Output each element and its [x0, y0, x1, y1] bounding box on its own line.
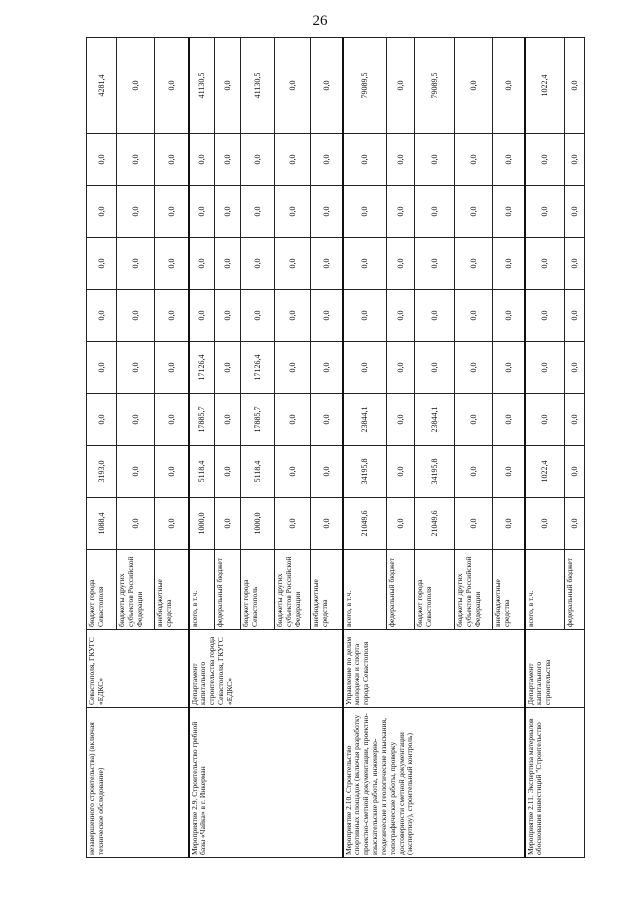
- total-value-cell: 0,0: [155, 38, 189, 134]
- table-body: [87, 38, 585, 858]
- value-cell: 0,0: [87, 394, 117, 446]
- value-cell: 0,0: [275, 290, 311, 342]
- value-cell: 0,0: [215, 498, 241, 550]
- value-cell: 0,0: [155, 186, 189, 238]
- executor-cell: Севастополя, ГКУГС «ЕДКС»: [87, 630, 189, 708]
- funding-source-cell: бюджеты других субъектов Российской Федерации: [455, 550, 493, 630]
- value-cell: 0,0: [155, 498, 189, 550]
- value-cell: 0,0: [387, 498, 415, 550]
- value-cell: 0,0: [493, 134, 525, 186]
- value-cell: 0,0: [117, 446, 155, 498]
- value-cell: 0,0: [565, 394, 585, 446]
- value-cell: 0,0: [117, 238, 155, 290]
- funding-source-cell: бюджеты других субъектов Российской Федерации: [275, 550, 311, 630]
- value-cell: 0,0: [455, 134, 493, 186]
- value-cell: 17126,4: [241, 342, 275, 394]
- value-cell: 0,0: [493, 394, 525, 446]
- value-cell: 0,0: [455, 394, 493, 446]
- value-cell: 3193,0: [87, 446, 117, 498]
- value-cell: 0,0: [215, 238, 241, 290]
- total-value-cell: 0,0: [387, 38, 415, 134]
- value-cell: 0,0: [387, 446, 415, 498]
- value-cell: 0,0: [155, 446, 189, 498]
- measure-cell: Мероприятие 2.10. Строительство спортивных площадок (включая разработку проектно-сметной документации, проектно-изыскательские работы, инженерно-геодезические и геологические изыскания, топографические работы, проверку достоверности сметной документации (экспертизу), строительный контроль): [343, 708, 525, 858]
- value-cell: 0,0: [387, 238, 415, 290]
- value-cell: 5118,4: [189, 446, 215, 498]
- value-cell: 0,0: [415, 134, 455, 186]
- value-cell: 0,0: [215, 342, 241, 394]
- value-cell: 21049,6: [415, 498, 455, 550]
- value-cell: 0,0: [565, 134, 585, 186]
- executor-cell: Департамент капитального строительства: [525, 630, 585, 708]
- total-value-cell: 41130,5: [189, 38, 215, 134]
- value-cell: 0,0: [275, 186, 311, 238]
- table-row: [343, 38, 387, 858]
- value-cell: 34195,8: [343, 446, 387, 498]
- funding-source-cell: федеральный бюджет: [565, 550, 585, 630]
- value-cell: 0,0: [387, 186, 415, 238]
- value-cell: 0,0: [189, 186, 215, 238]
- total-value-cell: 0,0: [311, 38, 343, 134]
- value-cell: 0,0: [155, 134, 189, 186]
- value-cell: 0,0: [117, 290, 155, 342]
- value-cell: 0,0: [415, 290, 455, 342]
- value-cell: 0,0: [343, 342, 387, 394]
- table-row: [189, 38, 215, 858]
- value-cell: 0,0: [343, 238, 387, 290]
- funding-source-cell: внебюджетные средства: [155, 550, 189, 630]
- total-value-cell: 41130,5: [241, 38, 275, 134]
- value-cell: 34195,8: [415, 446, 455, 498]
- executor-cell: Управление по делам молодежи и спорта города Севастополя: [343, 630, 525, 708]
- value-cell: 0,0: [215, 394, 241, 446]
- value-cell: 0,0: [525, 394, 565, 446]
- value-cell: 0,0: [215, 446, 241, 498]
- total-value-cell: 0,0: [493, 38, 525, 134]
- value-cell: 0,0: [415, 342, 455, 394]
- value-cell: 0,0: [117, 134, 155, 186]
- value-cell: 0,0: [215, 290, 241, 342]
- value-cell: 1022,4: [525, 446, 565, 498]
- value-cell: 0,0: [493, 342, 525, 394]
- value-cell: 0,0: [155, 238, 189, 290]
- value-cell: 0,0: [215, 134, 241, 186]
- value-cell: 0,0: [565, 238, 585, 290]
- funding-source-cell: бюджет города Севастополя: [415, 550, 455, 630]
- value-cell: 0,0: [311, 394, 343, 446]
- value-cell: 0,0: [117, 342, 155, 394]
- value-cell: 0,0: [343, 186, 387, 238]
- value-cell: 0,0: [189, 238, 215, 290]
- value-cell: 0,0: [215, 186, 241, 238]
- table-row: [525, 38, 565, 858]
- value-cell: 0,0: [455, 342, 493, 394]
- value-cell: 0,0: [311, 342, 343, 394]
- value-cell: 0,0: [155, 342, 189, 394]
- value-cell: 0,0: [275, 238, 311, 290]
- value-cell: 0,0: [455, 238, 493, 290]
- value-cell: 0,0: [311, 446, 343, 498]
- value-cell: 0,0: [493, 498, 525, 550]
- value-cell: 17126,4: [189, 342, 215, 394]
- value-cell: 0,0: [87, 186, 117, 238]
- value-cell: 0,0: [343, 290, 387, 342]
- funding-source-cell: внебюджетные средства: [311, 550, 343, 630]
- value-cell: 0,0: [87, 342, 117, 394]
- value-cell: 0,0: [87, 290, 117, 342]
- value-cell: 21049,6: [343, 498, 387, 550]
- value-cell: 0,0: [275, 342, 311, 394]
- value-cell: 0,0: [387, 394, 415, 446]
- value-cell: 0,0: [525, 238, 565, 290]
- value-cell: 0,0: [493, 290, 525, 342]
- value-cell: 0,0: [415, 238, 455, 290]
- value-cell: 0,0: [155, 290, 189, 342]
- value-cell: 17885,7: [189, 394, 215, 446]
- value-cell: 0,0: [241, 290, 275, 342]
- value-cell: 0,0: [565, 290, 585, 342]
- value-cell: 0,0: [241, 186, 275, 238]
- total-value-cell: 79089,5: [343, 38, 387, 134]
- value-cell: 0,0: [525, 342, 565, 394]
- value-cell: 0,0: [455, 186, 493, 238]
- total-value-cell: 0,0: [215, 38, 241, 134]
- total-value-cell: 0,0: [275, 38, 311, 134]
- page-number: 26: [312, 13, 328, 29]
- funding-source-cell: всего, в т.ч.: [343, 550, 387, 630]
- funding-source-cell: всего, в т.ч.: [189, 550, 215, 630]
- value-cell: 0,0: [525, 290, 565, 342]
- total-value-cell: 0,0: [455, 38, 493, 134]
- value-cell: 0,0: [117, 498, 155, 550]
- total-value-cell: 0,0: [117, 38, 155, 134]
- value-cell: 0,0: [311, 134, 343, 186]
- value-cell: 0,0: [275, 134, 311, 186]
- value-cell: 0,0: [87, 238, 117, 290]
- value-cell: 23844,1: [343, 394, 387, 446]
- value-cell: 0,0: [387, 134, 415, 186]
- value-cell: 0,0: [241, 134, 275, 186]
- total-value-cell: 4281,4: [87, 38, 117, 134]
- funding-source-cell: внебюджетные средства: [493, 550, 525, 630]
- value-cell: 0,0: [189, 134, 215, 186]
- value-cell: 0,0: [525, 498, 565, 550]
- measure-cell: незавершенного строительства) (включая техническое обследование): [87, 708, 189, 858]
- value-cell: 0,0: [343, 134, 387, 186]
- funding-table-rotated: [86, 38, 584, 858]
- value-cell: 23844,1: [415, 394, 455, 446]
- value-cell: 0,0: [565, 498, 585, 550]
- value-cell: 0,0: [493, 238, 525, 290]
- funding-table: [86, 37, 585, 858]
- value-cell: 0,0: [311, 498, 343, 550]
- value-cell: 0,0: [117, 186, 155, 238]
- value-cell: 0,0: [493, 186, 525, 238]
- value-cell: 0,0: [455, 446, 493, 498]
- funding-source-cell: бюджеты других субъектов Российской Федерации: [117, 550, 155, 630]
- value-cell: 0,0: [155, 394, 189, 446]
- measure-cell: Мероприятие 2.9. Строительство гребной базы «Чайка» в г. Инкерман: [189, 708, 343, 858]
- value-cell: 0,0: [87, 134, 117, 186]
- funding-source-cell: федеральный бюджет: [387, 550, 415, 630]
- value-cell: 5118,4: [241, 446, 275, 498]
- value-cell: 1088,4: [87, 498, 117, 550]
- value-cell: 0,0: [415, 186, 455, 238]
- value-cell: 0,0: [311, 186, 343, 238]
- total-value-cell: 79089,5: [415, 38, 455, 134]
- executor-cell: Департамент капитального строительства города Севастополя, ГКУГС «ЕДКС»: [189, 630, 343, 708]
- value-cell: 0,0: [387, 342, 415, 394]
- funding-source-cell: бюджет города Севастополь: [241, 550, 275, 630]
- value-cell: 0,0: [565, 446, 585, 498]
- measure-cell: Мероприятие 2.11. Экспертиза материалов обоснования инвестиций "Строительство: [525, 708, 585, 858]
- funding-source-cell: всего, в т.ч.: [525, 550, 565, 630]
- value-cell: 0,0: [387, 290, 415, 342]
- value-cell: 0,0: [241, 238, 275, 290]
- value-cell: 1000,0: [241, 498, 275, 550]
- value-cell: 0,0: [117, 394, 155, 446]
- value-cell: 0,0: [455, 498, 493, 550]
- total-value-cell: 0,0: [565, 38, 585, 134]
- value-cell: 0,0: [565, 342, 585, 394]
- value-cell: 0,0: [275, 446, 311, 498]
- value-cell: 0,0: [565, 186, 585, 238]
- value-cell: 0,0: [311, 238, 343, 290]
- funding-source-cell: федеральный бюджет: [215, 550, 241, 630]
- value-cell: 0,0: [311, 290, 343, 342]
- value-cell: 0,0: [455, 290, 493, 342]
- value-cell: 0,0: [189, 290, 215, 342]
- table-row: [87, 38, 117, 858]
- funding-source-cell: бюджет города Севастополя: [87, 550, 117, 630]
- value-cell: 0,0: [525, 134, 565, 186]
- total-value-cell: 1022,4: [525, 38, 565, 134]
- value-cell: 17885,7: [241, 394, 275, 446]
- value-cell: 1000,0: [189, 498, 215, 550]
- value-cell: 0,0: [493, 446, 525, 498]
- value-cell: 0,0: [275, 394, 311, 446]
- value-cell: 0,0: [525, 186, 565, 238]
- value-cell: 0,0: [275, 498, 311, 550]
